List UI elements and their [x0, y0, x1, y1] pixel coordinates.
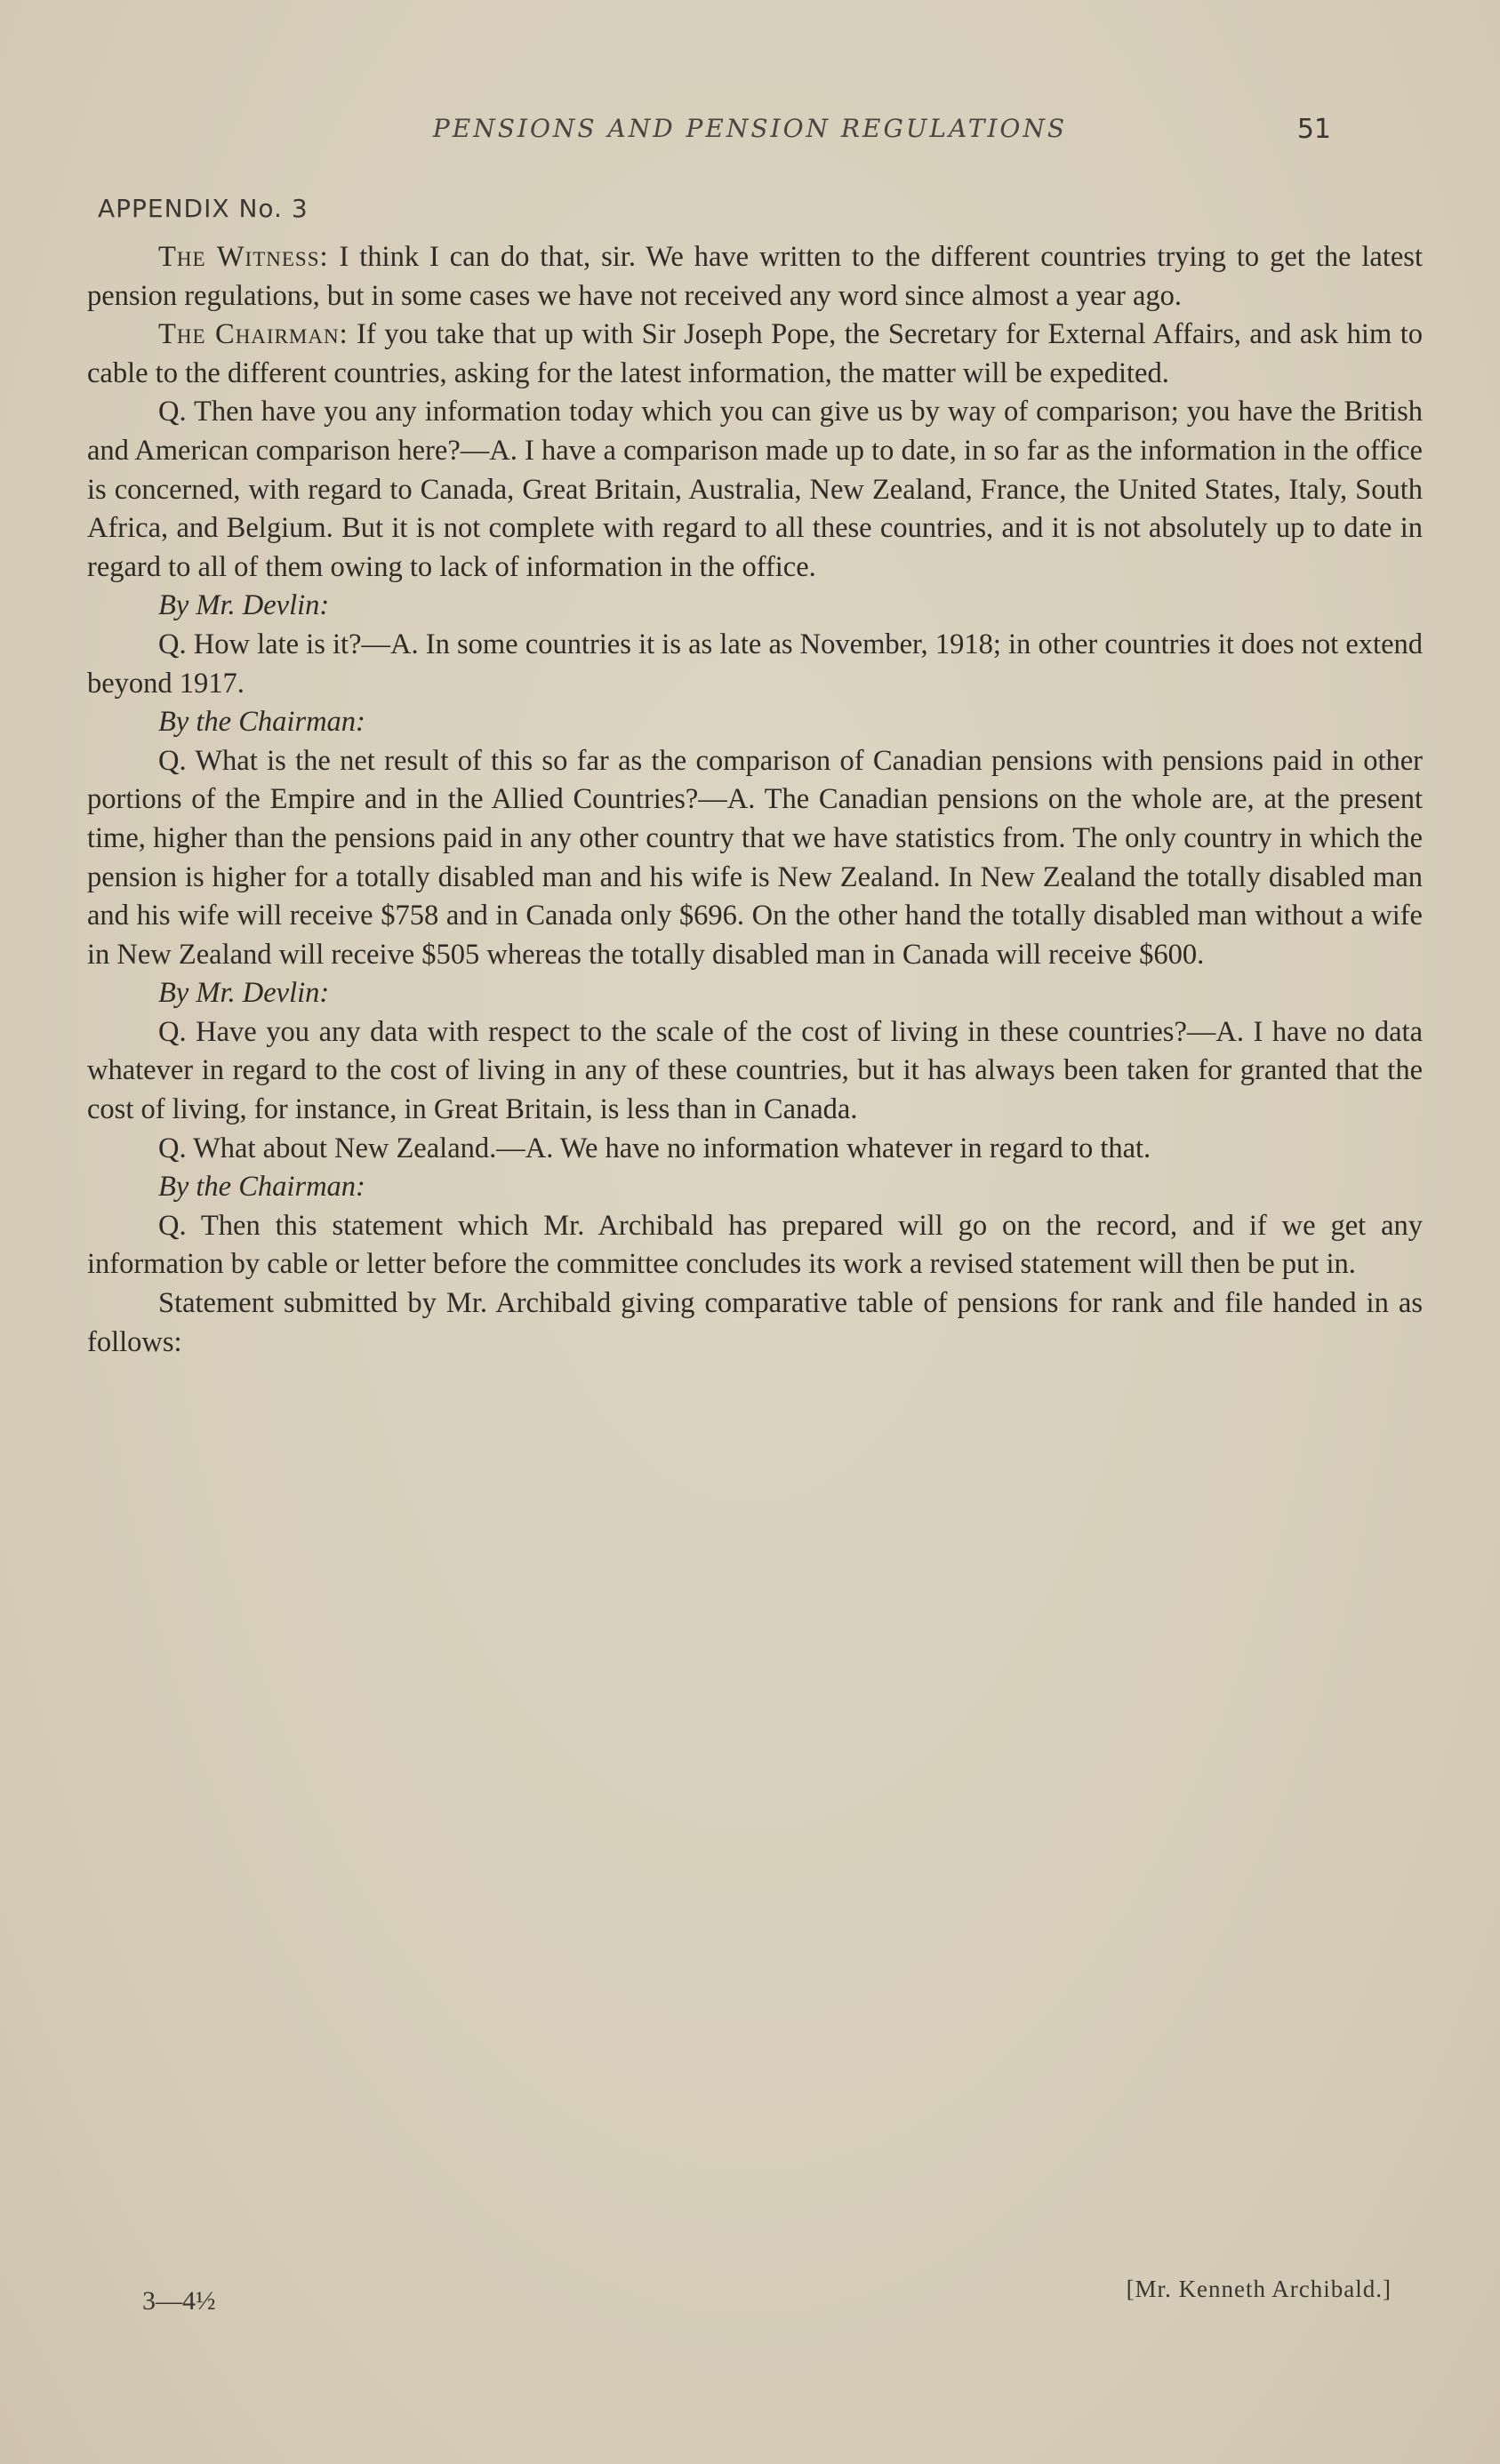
- speaker-witness: The Witness:: [158, 241, 329, 273]
- paragraph-question-net-result: Q. What is the net result of this so far as the comparison of Canadian pensions with pensions paid in other portions of the Empire and in the Allied Countries?—A. The Canadian pensions on the whole are, at the present time, higher than the pensions paid in any other country that we have statistics from. The only country in which the pension is higher for a totally disabled man and his wife is New Zealand. In New Zealand the totally disabled man and his wife will receive $758 and in Canada only $696. On the other hand the totally disabled man without a wife in New Zealand will receive $505 whereas the totally disabled man in Canada will receive $600.: [87, 744, 1423, 971]
- paragraph-question-comparison: Q. Then have you any information today which you can give us by way of comparison; you have the British and American comparison here?—A. I have a comparison made up to date, in so far as the information in the office is concerned, with regard to Canada, Great Britain, Australia, New Zealand, France, the United States, Italy, South Africa, and Belgium. But it is not complete with regard to all these countries, and it is not absolutely up to date in regard to all of them owing to lack of information in the office.: [87, 396, 1423, 583]
- speaker-heading: By Mr. Devlin:: [158, 589, 330, 622]
- paragraph-witness: [87, 238, 1423, 316]
- witness-bracket: [Mr. Kenneth Archibald.]: [1126, 2276, 1392, 2302]
- paragraph-chairman: [87, 316, 1423, 393]
- speaker-heading: By Mr. Devlin:: [158, 977, 330, 1010]
- signature-mark: 3—4½: [142, 2286, 216, 2316]
- paragraph-question-new-zealand: Q. What about New Zealand.—A. We have no information whatever in regard to that.: [158, 1132, 1151, 1164]
- paragraph-text: I think I can do that, sir. We have written to the different countries trying to get the latest pension regulations, but in some cases we have not received any word since almost a year ago.: [87, 241, 1423, 312]
- paragraph-question-how-late: Q. How late is it?—A. In some countries it is as late as November, 1918; in other countries it does not extend beyond 1917.: [87, 628, 1423, 700]
- paragraph-question-cost-of-living: Q. Have you any data with respect to the scale of the cost of living in these countries?—A. I have no data whatever in regard to the cost of living in any of these countries, but it has always been taken for granted that the cost of living, for instance, in Great Britain, is less than in Canada.: [87, 1015, 1423, 1126]
- paragraph-statement-submitted: Statement submitted by Mr. Archibald giving comparative table of pensions for rank and file handed in as follows:: [87, 1287, 1423, 1358]
- running-head: [89, 114, 1411, 149]
- body-text: [87, 238, 1423, 1362]
- appendix-label: APPENDIX No. 3: [98, 194, 309, 223]
- paragraph-statement-record: Q. Then this statement which Mr. Archibald has prepared will go on the record, and if we get any information by cable or letter before the committee concludes its work a revised statement will then be put in.: [87, 1209, 1423, 1281]
- page-number: 51: [1296, 114, 1331, 145]
- speaker-heading: By the Chairman:: [158, 1171, 365, 1204]
- speaker-heading: By the Chairman:: [158, 706, 365, 739]
- paragraph-text: If you take that up with Sir Joseph Pope, the Secretary for External Affairs, and ask him to cable to the different countries, asking for the latest information, the matter will be expedited.: [87, 318, 1424, 389]
- speaker-chairman: The Chairman:: [158, 318, 349, 351]
- running-title: PENSIONS AND PENSION REGULATIONS: [432, 114, 1068, 143]
